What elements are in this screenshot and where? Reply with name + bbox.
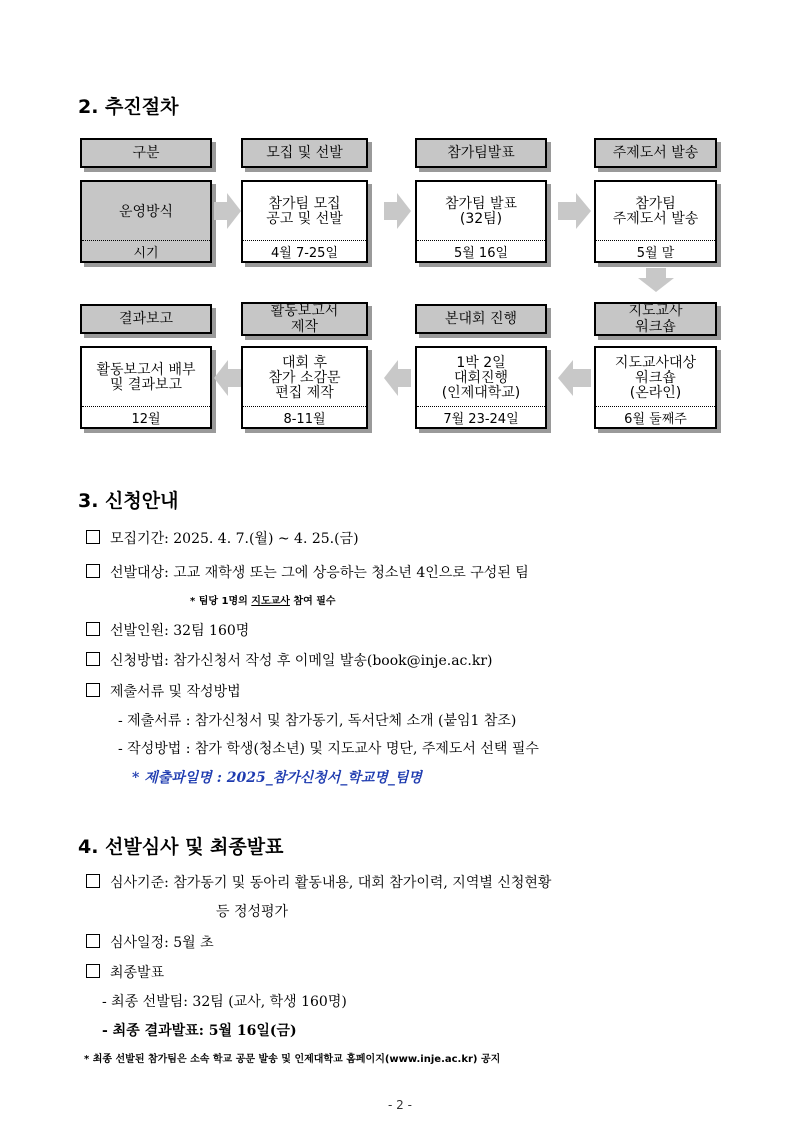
- item-final-text: 최종발표: [110, 965, 165, 981]
- process-box-report: [80, 346, 212, 429]
- process-box-category: [80, 180, 212, 263]
- target-note-post: 참여 필수: [289, 596, 336, 607]
- process-main-text: 참가팀 주제도서 발송: [612, 196, 699, 227]
- process-sub-text: 8-11월: [243, 406, 366, 427]
- item-criteria: [86, 872, 551, 892]
- process-main-text: 대회 후 참가 소감문 편집 제작: [268, 354, 341, 401]
- process-box-workshop: [594, 346, 717, 429]
- process-sub-text: 4월 7-25일: [243, 240, 366, 261]
- final-sub-2: - 최종 결과발표: 5월 16일(금): [102, 1023, 297, 1039]
- item-period-text: 모집기간: 2025. 4. 7.(월) ~ 4. 25.(금): [110, 531, 359, 547]
- process-sub-text: 시기: [82, 240, 210, 261]
- item-docs: [86, 681, 241, 701]
- process-header-recruit: 모집 및 선발: [241, 138, 368, 168]
- section-4-title: 4. 선발심사 및 최종발표: [78, 836, 284, 858]
- docs-sub-2: - 작성방법 : 참가 학생(청소년) 및 지도교사 명단, 주제도서 선택 필수: [118, 741, 539, 757]
- section-3-title: 3. 신청안내: [78, 490, 179, 512]
- item-target: [86, 562, 529, 582]
- process-sub-text: 12월: [82, 406, 210, 427]
- item-count: [86, 620, 249, 640]
- checkbox-icon: [86, 934, 100, 948]
- checkbox-icon: [86, 652, 100, 666]
- process-main-text: 참가팀 모집 공고 및 선발: [266, 196, 343, 227]
- target-note-pre: * 팀당 1명의: [190, 596, 252, 607]
- process-main-text: 활동보고서 배부 및 결과보고: [96, 362, 196, 393]
- process-box-books: [594, 180, 717, 263]
- criteria-cont: 등 정성평가: [216, 904, 289, 920]
- checkbox-icon: [86, 964, 100, 978]
- arrow-down-icon: [638, 268, 674, 292]
- process-header-books: 주제도서 발송: [594, 138, 717, 168]
- process-sub-text: 5월 16일: [417, 240, 545, 261]
- section-2-title: 2. 추진절차: [78, 96, 179, 118]
- checkbox-icon: [86, 874, 100, 888]
- arrow-right-icon: [558, 193, 592, 229]
- item-method-text: 신청방법: 참가신청서 작성 후 이메일 발송(book@inje.ac.kr): [110, 653, 493, 669]
- arrow-left-icon: [214, 360, 242, 396]
- process-header-report: 결과보고: [80, 304, 212, 334]
- checkbox-icon: [86, 530, 100, 544]
- process-main-text: 1박 2일 대회진행 (인제대학교): [441, 354, 521, 401]
- process-header-booklet: 활동보고서 제작: [241, 302, 368, 336]
- process-header-announce: 참가팀발표: [415, 138, 547, 168]
- item-period: [86, 528, 359, 548]
- item-final: [86, 962, 164, 982]
- footnote: * 최종 선발된 참가팀은 소속 학교 공문 발송 및 인제대학교 홈페이지(www.inje.ac.kr) 공지: [84, 1054, 501, 1065]
- process-header-main-event: 본대회 진행: [415, 304, 547, 334]
- process-header-workshop: 지도교사 워크숍: [594, 302, 717, 336]
- docs-sub-1: - 제출서류 : 참가신청서 및 참가동기, 독서단체 소개 (붙임1 참조): [118, 713, 517, 729]
- process-sub-text: 5월 말: [596, 240, 715, 261]
- page-number: - 2 -: [388, 1098, 412, 1112]
- checkbox-icon: [86, 622, 100, 636]
- process-main-text: 지도교사대상 워크숍 (온라인): [614, 354, 697, 401]
- process-main-text: 참가팀 발표 (32팀): [444, 196, 518, 227]
- process-header-category: 구분: [80, 138, 212, 168]
- checkbox-icon: [86, 683, 100, 697]
- item-docs-text: 제출서류 및 작성방법: [110, 684, 241, 700]
- final-sub-1: - 최종 선발팀: 32팀 (교사, 학생 160명): [102, 994, 347, 1010]
- item-schedule: [86, 932, 214, 952]
- target-note: [190, 592, 336, 607]
- target-note-underlined: 지도교사: [251, 596, 290, 607]
- item-target-text: 선발대상: 고교 재학생 또는 그에 상응하는 청소년 4인으로 구성된 팀: [110, 565, 529, 581]
- process-box-recruit: [241, 180, 368, 263]
- process-sub-text: 6월 둘째주: [596, 406, 715, 427]
- process-box-announce: [415, 180, 547, 263]
- item-schedule-text: 심사일정: 5월 초: [110, 935, 214, 951]
- arrow-left-icon: [558, 360, 592, 396]
- item-criteria-text: 심사기준: 참가동기 및 동아리 활동내용, 대회 참가이력, 지역별 신청현황: [110, 875, 552, 891]
- filename-note: * 제출파일명 : 2025_참가신청서_학교명_팀명: [132, 770, 422, 786]
- process-box-booklet: [241, 346, 368, 429]
- arrow-right-icon: [384, 193, 412, 229]
- process-sub-text: 7월 23-24일: [417, 406, 545, 427]
- process-box-main-event: [415, 346, 547, 429]
- item-count-text: 선발인원: 32팀 160명: [110, 623, 250, 639]
- arrow-left-icon: [384, 360, 412, 396]
- arrow-right-icon: [214, 193, 242, 229]
- item-method: [86, 650, 493, 670]
- process-main-text: 운영방식: [118, 203, 174, 220]
- checkbox-icon: [86, 564, 100, 578]
